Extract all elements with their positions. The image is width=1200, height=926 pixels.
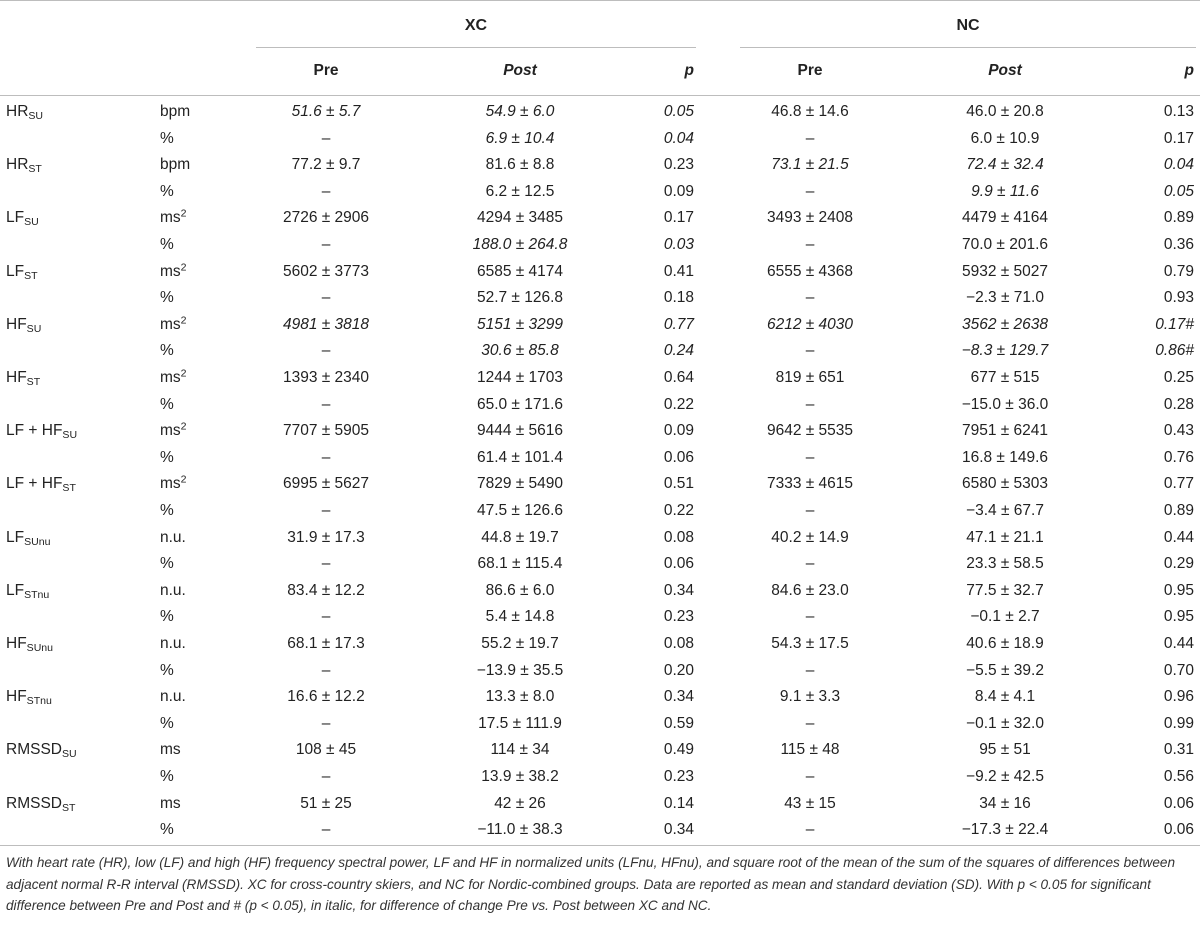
nc-p-cell: 0.44 — [1163, 528, 1194, 546]
nc-post-cell: 40.6 ± 18.9 — [966, 635, 1044, 652]
nc-post-cell: 72.4 ± 32.4 — [966, 156, 1044, 174]
xc-pre-cell: – — [321, 768, 331, 785]
table-row — [0, 205, 1200, 232]
row-unit: $ms^2$ — [160, 261, 187, 280]
nc-pre-cell: 9.1 ± 3.3 — [779, 688, 841, 706]
nc-p-cell: 0.77 — [1163, 475, 1194, 493]
xc-p-cell: 0.41 — [663, 262, 694, 280]
table-row — [0, 525, 1200, 552]
nc-post-cell: 5932 ± 5027 — [961, 262, 1049, 280]
xc-p-cell: 0.18 — [663, 289, 694, 307]
xc-p-cell: 0.51 — [663, 475, 694, 493]
nc-pre-cell: – — [805, 768, 815, 785]
xc-p-cell: 0.23 — [663, 156, 694, 174]
nc-pre-cell: – — [805, 129, 815, 147]
xc-post-cell: 42 ± 26 — [494, 794, 546, 812]
xc-pre-cell: 83.4 ± 12.2 — [287, 581, 365, 599]
subheader-xc-pre: Pre — [313, 62, 339, 79]
subheader-xc-post: Post — [503, 62, 537, 79]
row-unit: $ms^2$ — [160, 314, 187, 333]
table-row — [0, 312, 1200, 339]
xc-post-cell: 65.0 ± 171.6 — [476, 395, 564, 413]
table-row — [0, 791, 1200, 818]
nc-post-cell: 6.0 ± 10.9 — [970, 129, 1040, 147]
table-row — [0, 418, 1200, 445]
nc-p-cell: 0.13 — [1163, 103, 1194, 120]
nc-post-cell: −0.1 ± 32.0 — [966, 714, 1044, 732]
table-row — [0, 99, 1200, 126]
nc-post-cell: −5.5 ± 39.2 — [966, 661, 1044, 679]
table-row — [0, 285, 1200, 312]
table-row — [0, 737, 1200, 764]
row-unit: % — [160, 342, 174, 360]
nc-p-cell: 0.31 — [1163, 741, 1194, 759]
xc-post-cell: 68.1 ± 115.4 — [477, 555, 563, 573]
table-row — [0, 232, 1200, 259]
xc-post-cell: 55.2 ± 19.7 — [481, 635, 559, 652]
table-row — [0, 471, 1200, 498]
row-unit: % — [160, 768, 174, 785]
row-unit: % — [160, 502, 174, 519]
xc-p-cell: 0.06 — [663, 448, 694, 466]
xc-post-cell: 54.9 ± 6.0 — [485, 103, 555, 120]
xc-pre-cell: – — [321, 502, 331, 519]
row-unit: % — [160, 395, 174, 413]
nc-post-cell: 7951 ± 6241 — [961, 422, 1049, 440]
xc-post-cell: 6.2 ± 12.5 — [485, 182, 555, 200]
xc-pre-cell: – — [321, 289, 331, 307]
nc-post-cell: 46.0 ± 20.8 — [966, 103, 1044, 120]
xc-pre-cell: – — [321, 821, 331, 839]
nc-pre-cell: – — [805, 608, 815, 626]
nc-p-cell: 0.89 — [1163, 502, 1194, 519]
subheader-nc-pre: Pre — [797, 62, 823, 79]
xc-post-cell: 1244 ± 1703 — [476, 369, 564, 386]
xc-pre-cell: 51.6 ± 5.7 — [291, 103, 361, 120]
xc-pre-cell: 77.2 ± 9.7 — [291, 156, 361, 174]
group-rule-xc — [256, 47, 696, 48]
nc-post-cell: −9.2 ± 42.5 — [966, 768, 1044, 785]
nc-post-cell: −0.1 ± 2.7 — [970, 608, 1040, 626]
xc-pre-cell: 5602 ± 3773 — [282, 262, 370, 280]
row-unit: % — [160, 182, 174, 200]
row-unit: $ms^2$ — [160, 208, 187, 227]
xc-p-cell: 0.24 — [663, 342, 694, 360]
xc-pre-cell: 68.1 ± 17.3 — [287, 635, 365, 652]
xc-p-cell: 0.22 — [663, 502, 694, 519]
nc-post-cell: −15.0 ± 36.0 — [961, 395, 1049, 413]
row-label: $RMSSD_{SU}$ — [6, 741, 77, 761]
nc-p-cell: 0.17# — [1155, 315, 1194, 333]
xc-pre-cell: – — [321, 182, 331, 200]
nc-p-cell: 0.05 — [1163, 182, 1194, 200]
xc-pre-cell: – — [321, 236, 331, 253]
nc-post-cell: 47.1 ± 21.1 — [966, 528, 1044, 546]
xc-p-cell: 0.34 — [663, 688, 694, 706]
xc-post-cell: 52.7 ± 126.8 — [476, 289, 564, 307]
xc-p-cell: 0.34 — [663, 821, 694, 839]
row-label: $HR_{ST}$ — [6, 156, 42, 176]
nc-p-cell: 0.79 — [1163, 262, 1194, 280]
row-unit: bpm — [160, 103, 191, 120]
xc-post-cell: 81.6 ± 8.8 — [485, 156, 555, 174]
table-row — [0, 551, 1200, 578]
nc-pre-cell: – — [805, 289, 815, 307]
nc-pre-cell: – — [805, 395, 815, 413]
subheader-nc-p: p — [1184, 62, 1194, 79]
xc-post-cell: −11.0 ± 38.3 — [477, 821, 563, 839]
table-row — [0, 658, 1200, 685]
nc-p-cell: 0.04 — [1163, 156, 1194, 174]
xc-pre-cell: 31.9 ± 17.3 — [287, 528, 365, 546]
xc-pre-cell: 4981 ± 3818 — [282, 315, 370, 333]
xc-post-cell: 5151 ± 3299 — [476, 315, 564, 333]
row-label: LF + $HF_{ST}$ — [6, 475, 76, 495]
xc-p-cell: 0.03 — [663, 236, 694, 253]
xc-p-cell: 0.23 — [663, 608, 694, 626]
row-unit: $ms^2$ — [160, 420, 187, 440]
subheader-xc-p: p — [684, 62, 694, 79]
nc-p-cell: 0.17 — [1163, 129, 1194, 147]
xc-pre-cell: – — [321, 661, 331, 679]
nc-p-cell: 0.99 — [1163, 714, 1194, 732]
xc-p-cell: 0.06 — [663, 555, 694, 573]
nc-post-cell: −17.3 ± 22.4 — [961, 821, 1049, 839]
row-unit: ms — [160, 741, 181, 759]
nc-post-cell: 70.0 ± 201.6 — [961, 236, 1049, 253]
xc-post-cell: 4294 ± 3485 — [476, 209, 564, 227]
xc-p-cell: 0.77 — [663, 315, 694, 333]
row-unit: bpm — [160, 156, 191, 174]
nc-pre-cell: 115 ± 48 — [780, 741, 840, 759]
nc-pre-cell: – — [805, 502, 815, 519]
nc-pre-cell: 54.3 ± 17.5 — [771, 635, 849, 652]
row-unit: n.u. — [160, 688, 186, 706]
row-label: $LF_{SU}$ — [6, 209, 39, 229]
xc-p-cell: 0.08 — [663, 528, 694, 546]
nc-pre-cell: 819 ± 651 — [775, 369, 845, 386]
table-row — [0, 126, 1200, 153]
nc-post-cell: 6580 ± 5303 — [961, 475, 1049, 493]
row-label: LF + $HF_{SU}$ — [6, 422, 78, 442]
group-header-xc: XC — [464, 17, 488, 34]
xc-pre-cell: 1393 ± 2340 — [282, 369, 370, 386]
nc-post-cell: 23.3 ± 58.5 — [966, 555, 1044, 573]
row-unit: % — [160, 448, 174, 466]
row-unit: ms — [160, 794, 181, 812]
nc-pre-cell: – — [805, 661, 815, 679]
row-unit: % — [160, 555, 174, 573]
table-row — [0, 631, 1200, 658]
table-row — [0, 498, 1200, 525]
nc-pre-cell: – — [805, 448, 815, 466]
xc-p-cell: 0.05 — [663, 103, 694, 120]
row-label: $LF_{STnu}$ — [6, 581, 50, 601]
xc-post-cell: 30.6 ± 85.8 — [481, 342, 559, 360]
table-row — [0, 604, 1200, 631]
xc-post-cell: 17.5 ± 111.9 — [478, 714, 562, 732]
table-row — [0, 711, 1200, 738]
xc-pre-cell: 7707 ± 5905 — [282, 422, 370, 440]
row-unit: n.u. — [160, 581, 186, 599]
xc-p-cell: 0.64 — [663, 369, 694, 386]
nc-p-cell: 0.43 — [1163, 422, 1194, 440]
xc-p-cell: 0.14 — [663, 794, 694, 812]
xc-p-cell: 0.34 — [663, 581, 694, 599]
xc-post-cell: 61.4 ± 101.4 — [476, 448, 564, 466]
header-rule — [0, 95, 1200, 96]
subheader-nc-post: Post — [988, 62, 1022, 79]
nc-post-cell: 4479 ± 4164 — [961, 209, 1049, 227]
xc-p-cell: 0.09 — [663, 182, 694, 200]
table-row — [0, 578, 1200, 605]
xc-pre-cell: – — [321, 395, 331, 413]
xc-p-cell: 0.20 — [663, 661, 694, 679]
nc-post-cell: 77.5 ± 32.7 — [966, 581, 1044, 599]
xc-post-cell: 7829 ± 5490 — [476, 475, 564, 493]
nc-p-cell: 0.25 — [1163, 369, 1194, 386]
row-label: $LF_{SUnu}$ — [6, 528, 51, 548]
nc-p-cell: 0.56 — [1163, 768, 1194, 785]
xc-post-cell: 6.9 ± 10.4 — [485, 129, 555, 147]
nc-p-cell: 0.44 — [1163, 635, 1194, 652]
nc-p-cell: 0.95 — [1163, 581, 1194, 599]
nc-pre-cell: – — [805, 182, 815, 200]
nc-p-cell: 0.95 — [1163, 608, 1194, 626]
nc-post-cell: −2.3 ± 71.0 — [966, 289, 1044, 307]
xc-post-cell: −13.9 ± 35.5 — [476, 661, 564, 679]
row-unit: n.u. — [160, 528, 186, 546]
xc-pre-cell: 6995 ± 5627 — [282, 475, 370, 493]
table-row — [0, 817, 1200, 844]
nc-post-cell: −3.4 ± 67.7 — [966, 502, 1044, 519]
row-unit: % — [160, 236, 174, 253]
nc-post-cell: 677 ± 515 — [970, 369, 1040, 386]
row-label: $RMSSD_{ST}$ — [6, 794, 76, 814]
xc-post-cell: 44.8 ± 19.7 — [481, 528, 559, 546]
row-unit: % — [160, 608, 174, 626]
xc-pre-cell: 51 ± 25 — [300, 794, 352, 812]
row-label: $LF_{ST}$ — [6, 262, 38, 282]
nc-pre-cell: – — [805, 714, 815, 732]
group-rule-nc — [740, 47, 1196, 48]
bottom-rule — [0, 845, 1200, 846]
table-row — [0, 338, 1200, 365]
xc-pre-cell: – — [321, 555, 331, 573]
nc-p-cell: 0.28 — [1163, 395, 1194, 413]
xc-post-cell: 5.4 ± 14.8 — [485, 608, 555, 626]
nc-pre-cell: 46.8 ± 14.6 — [771, 103, 849, 120]
xc-pre-cell: – — [321, 448, 331, 466]
xc-p-cell: 0.17 — [663, 209, 694, 227]
xc-post-cell: 13.3 ± 8.0 — [485, 688, 555, 706]
table-row — [0, 392, 1200, 419]
nc-pre-cell: 6555 ± 4368 — [766, 262, 854, 280]
xc-post-cell: 114 ± 34 — [490, 741, 550, 759]
table-row — [0, 179, 1200, 206]
xc-post-cell: 13.9 ± 38.2 — [481, 768, 559, 785]
xc-p-cell: 0.49 — [663, 741, 694, 759]
nc-p-cell: 0.06 — [1163, 821, 1194, 839]
table-row — [0, 764, 1200, 791]
xc-p-cell: 0.59 — [663, 714, 694, 732]
table-footnote: With heart rate (HR), low (LF) and high (HF) frequency spectral power, LF and HF in normalized units (LFnu, HFnu), and square root of the mean of the sum of the squares of differences between adjacent normal R-R interval (RMSSD). XC for cross-country skiers, and NC for Nordic-combined groups. Data are reported as mean and standard deviation (SD). With p < 0.05 for significant difference between Pre and Post and # (p < 0.05), in italic, for difference of change Pre vs. Post between XC and NC. — [6, 855, 1176, 913]
table-row — [0, 445, 1200, 472]
nc-pre-cell: 40.2 ± 14.9 — [771, 528, 849, 546]
nc-pre-cell: – — [805, 555, 815, 573]
nc-post-cell: 9.9 ± 11.6 — [971, 182, 1039, 200]
xc-pre-cell: 16.6 ± 12.2 — [287, 688, 365, 706]
nc-p-cell: 0.96 — [1163, 688, 1194, 706]
nc-p-cell: 0.89 — [1163, 209, 1194, 227]
row-label: $HF_{SUnu}$ — [6, 635, 54, 655]
nc-pre-cell: 84.6 ± 23.0 — [771, 581, 849, 599]
nc-p-cell: 0.93 — [1163, 289, 1194, 307]
row-label: $HR_{SU}$ — [6, 103, 44, 123]
nc-post-cell: 95 ± 51 — [979, 741, 1031, 759]
xc-p-cell: 0.09 — [663, 422, 694, 440]
xc-post-cell: 9444 ± 5616 — [476, 422, 564, 440]
table-row — [0, 684, 1200, 711]
nc-pre-cell: 9642 ± 5535 — [766, 422, 854, 440]
table-row — [0, 259, 1200, 286]
xc-pre-cell: – — [321, 342, 331, 360]
xc-pre-cell: – — [321, 129, 331, 147]
nc-p-cell: 0.36 — [1163, 236, 1194, 253]
row-unit: % — [160, 714, 174, 732]
xc-p-cell: 0.08 — [663, 635, 694, 652]
xc-p-cell: 0.23 — [663, 768, 694, 785]
xc-post-cell: 188.0 ± 264.8 — [472, 236, 568, 253]
xc-pre-cell: 2726 ± 2906 — [282, 209, 370, 227]
row-unit: % — [160, 289, 174, 307]
row-unit: % — [160, 129, 174, 147]
row-unit: $ms^2$ — [160, 367, 187, 386]
xc-p-cell: 0.04 — [663, 129, 694, 147]
nc-post-cell: −8.3 ± 129.7 — [961, 342, 1049, 360]
xc-post-cell: 6585 ± 4174 — [476, 262, 564, 280]
xc-pre-cell: 108 ± 45 — [295, 741, 357, 759]
row-unit: % — [160, 821, 174, 839]
nc-post-cell: 3562 ± 2638 — [961, 315, 1049, 333]
nc-p-cell: 0.86# — [1155, 342, 1194, 360]
table-row — [0, 365, 1200, 392]
row-label: $HF_{ST}$ — [6, 369, 41, 389]
nc-p-cell: 0.06 — [1163, 794, 1194, 812]
top-rule — [0, 0, 1200, 1]
xc-post-cell: 47.5 ± 126.6 — [476, 502, 564, 519]
xc-pre-cell: – — [321, 608, 331, 626]
nc-p-cell: 0.76 — [1163, 448, 1194, 466]
nc-post-cell: 16.8 ± 149.6 — [961, 448, 1049, 466]
row-unit: $ms^2$ — [160, 474, 187, 493]
xc-p-cell: 0.22 — [663, 395, 694, 413]
nc-pre-cell: 6212 ± 4030 — [766, 315, 854, 333]
row-label: $HF_{SU}$ — [6, 315, 42, 335]
nc-pre-cell: – — [805, 821, 815, 839]
row-unit: n.u. — [160, 635, 186, 652]
nc-pre-cell: – — [805, 342, 815, 360]
nc-pre-cell: 43 ± 15 — [784, 794, 836, 812]
nc-p-cell: 0.70 — [1163, 661, 1194, 679]
row-unit: % — [160, 661, 174, 679]
nc-post-cell: 8.4 ± 4.1 — [974, 688, 1036, 706]
group-header-nc: NC — [956, 17, 980, 34]
xc-post-cell: 86.6 ± 6.0 — [485, 581, 555, 599]
nc-pre-cell: 73.1 ± 21.5 — [771, 156, 849, 174]
row-label: $HF_{STnu}$ — [6, 688, 52, 708]
nc-post-cell: 34 ± 16 — [979, 794, 1031, 812]
nc-pre-cell: – — [805, 236, 815, 253]
nc-pre-cell: 3493 ± 2408 — [766, 209, 854, 227]
table-row — [0, 152, 1200, 179]
nc-p-cell: 0.29 — [1163, 555, 1194, 573]
xc-pre-cell: – — [321, 714, 331, 732]
nc-pre-cell: 7333 ± 4615 — [766, 475, 854, 493]
